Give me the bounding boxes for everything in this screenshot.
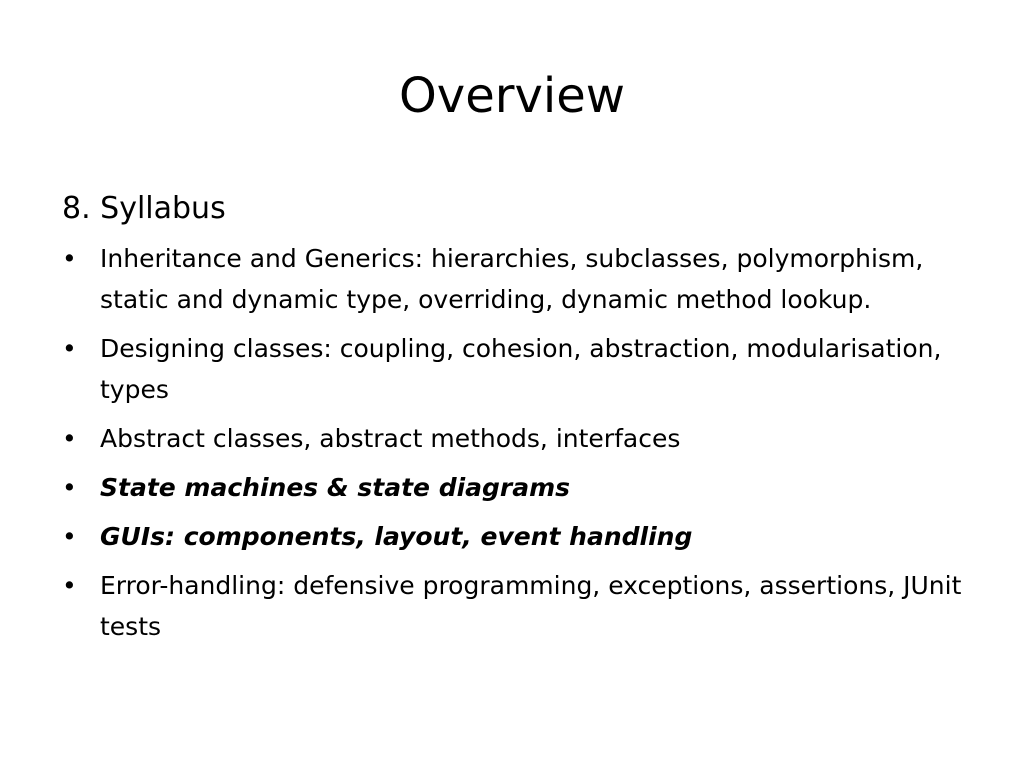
bullet-item-designing-classes — [62, 328, 962, 410]
bullet-text: Inheritance and Generics: hierarchies, subclasses, polymorphism, static and dynamic type, overriding, dynamic method lookup. — [100, 244, 924, 314]
bullet-item-guis — [62, 516, 962, 557]
bullet-text: State machines & state diagrams — [100, 473, 571, 502]
bullet-icon: • — [62, 244, 77, 273]
bullet-text: GUIs: components, layout, event handling — [100, 522, 693, 551]
bullet-icon: • — [62, 522, 77, 551]
section-heading: 8. Syllabus — [62, 191, 226, 226]
bullet-text: Abstract classes, abstract methods, interfaces — [100, 424, 681, 453]
bullet-icon: • — [62, 571, 77, 600]
bullet-item-error-handling — [62, 565, 962, 647]
slide-content — [62, 188, 962, 655]
bullet-item-abstract-classes — [62, 418, 962, 459]
bullet-icon: • — [62, 334, 77, 363]
bullet-icon: • — [62, 424, 77, 453]
bullet-item-state-machines — [62, 467, 962, 508]
bullet-icon: • — [62, 473, 77, 502]
slide-title: Overview — [399, 68, 625, 124]
bullet-text: Designing classes: coupling, cohesion, abstraction, modularisation, types — [100, 334, 942, 404]
bullet-text: Error-handling: defensive programming, exceptions, assertions, JUnit tests — [100, 571, 962, 641]
bullet-item-inheritance — [62, 238, 962, 320]
bullet-list — [62, 238, 962, 647]
